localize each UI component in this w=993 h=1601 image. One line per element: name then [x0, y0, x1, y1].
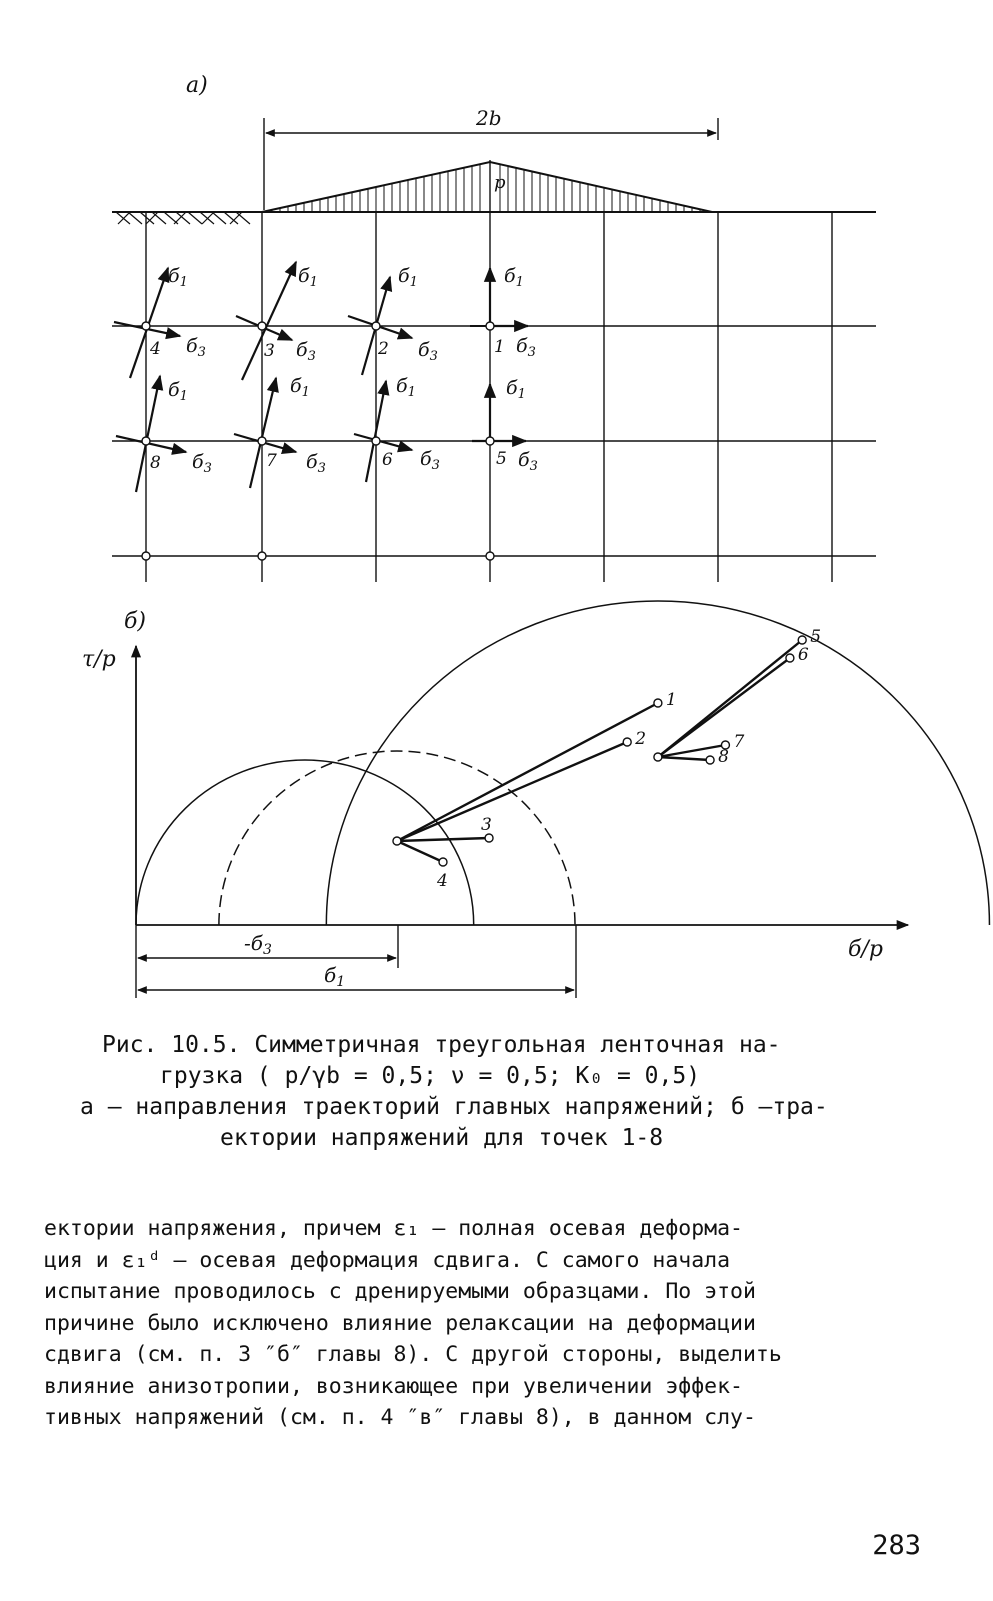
caption-line-2: грузка ( p/γb = 0,5; ν = 0,5; K₀ = 0,5): [160, 1063, 701, 1089]
body-line: сдвига (см. п. 3 ″б″ главы 8). С другой стороны, выделить: [44, 1342, 782, 1367]
stress-path-1: [397, 703, 658, 841]
mohr-circles: [136, 601, 989, 925]
p4-sigma3: $б_3$: [186, 335, 206, 360]
p2-label: 2: [378, 339, 389, 359]
body-line: испытание проводилось с дренируемыми образцами. По этой: [44, 1279, 756, 1304]
stress-path-label-3: 3: [481, 815, 492, 835]
panel-a-label: а): [186, 73, 208, 98]
dimension-2b: [264, 106, 718, 210]
grid: [112, 160, 876, 582]
stress-path-label-2: 2: [635, 729, 647, 749]
p8-label: 8: [150, 453, 161, 473]
p3-sigma3: $б_3$: [296, 339, 316, 364]
p7-sigma3: $б_3$: [306, 451, 326, 476]
p7-sigma1: $б_1$: [290, 375, 310, 400]
p5-sigma3: $б_3$: [518, 449, 538, 474]
stress-path-end-8: [706, 756, 714, 764]
p6-sigma1: $б_1$: [396, 375, 416, 400]
stress-point-7: [234, 378, 296, 488]
p5-label: 5: [496, 449, 507, 469]
stress-path-end-1: [654, 699, 662, 707]
body-paragraph: [44, 1213, 944, 1434]
stress-path-label-1: 1: [665, 690, 677, 710]
stress-path-label-4: 4: [437, 871, 448, 891]
mohr-circle-1: [136, 760, 474, 925]
body-line: ектории напряжения, причем ε₁ – полная осевая деформа-: [44, 1216, 743, 1241]
p1-sigma1: $б_1$: [504, 265, 524, 290]
stress-path-origin-2: [654, 753, 662, 761]
stress-path-label-6: 6: [797, 645, 809, 665]
ground-hatching: [116, 212, 250, 224]
figure-caption: [80, 1030, 920, 1154]
stress-path-label-5: 5: [810, 627, 822, 647]
p4-label: 4: [150, 339, 161, 359]
p8-sigma3: $б_3$: [192, 451, 212, 476]
stress-path-end-6: [786, 654, 794, 662]
stress-point-3: [236, 262, 296, 380]
p6-label: 6: [382, 450, 393, 470]
x-axis-label: б/p: [848, 937, 883, 962]
p8-sigma1: $б_1$: [168, 379, 188, 404]
stress-path-8: [658, 757, 710, 760]
p4-sigma1: $б_1$: [168, 265, 188, 290]
p3-label: 3: [264, 341, 275, 361]
body-line: влияние анизотропии, возникающее при увеличении эффек-: [44, 1373, 743, 1399]
stress-path-end-5: [798, 636, 806, 644]
caption-line-1: Рис. 10.5. Симметричная треугольная ленточная на-: [102, 1032, 781, 1058]
caption-line-3: а – направления траекторий главных напряжений; б –тра-: [80, 1094, 828, 1120]
panel-b-label: б): [124, 609, 147, 634]
p3-sigma1: $б_1$: [298, 265, 318, 290]
caption-line-4: ектории напряжений для точек 1-8: [220, 1125, 664, 1151]
load-label: p: [494, 172, 506, 193]
stress-path-end-2: [623, 738, 631, 746]
stress-path-label-7: 7: [733, 732, 745, 752]
width-label: 2b: [476, 106, 502, 130]
stress-path-7: [658, 745, 726, 757]
p1-label: 1: [494, 337, 505, 357]
neg-sigma3-label: $-б_3$: [244, 931, 272, 958]
y-axis-label: τ/p: [82, 647, 116, 672]
page-number: 283: [872, 1530, 921, 1561]
p2-sigma3: $б_3$: [418, 339, 438, 364]
body-line: ция и ε₁ᵈ – осевая деформация сдвига. С самого начала: [44, 1247, 731, 1273]
stress-path-origin-1: [393, 837, 401, 845]
stress-path-label-8: 8: [718, 747, 729, 767]
p1-sigma3: $б_3$: [516, 335, 536, 360]
stress-path-2: [397, 742, 627, 841]
stress-path-3: [397, 838, 489, 841]
triangular-load: [262, 162, 712, 212]
stress-path-end-3: [485, 834, 493, 842]
stress-path-4: [397, 841, 443, 862]
p2-sigma1: $б_1$: [398, 265, 418, 290]
mohr-circle-3: [326, 601, 989, 925]
sigma1-dim-label: $б_1$: [324, 963, 346, 990]
p7-label: 7: [266, 451, 277, 471]
p5-sigma1: $б_1$: [506, 377, 526, 402]
p6-sigma3: $б_3$: [420, 448, 440, 473]
stress-path-end-4: [439, 858, 447, 866]
body-line: тивных напряжений (см. п. 4 ″в″ главы 8), в данном слу-: [44, 1405, 756, 1430]
body-line: причине было исключено влияние релаксации на деформации: [44, 1310, 756, 1336]
stress-path-labels: [436, 627, 821, 891]
dimension-sigma3: [136, 925, 576, 998]
axes-b: [136, 646, 908, 925]
